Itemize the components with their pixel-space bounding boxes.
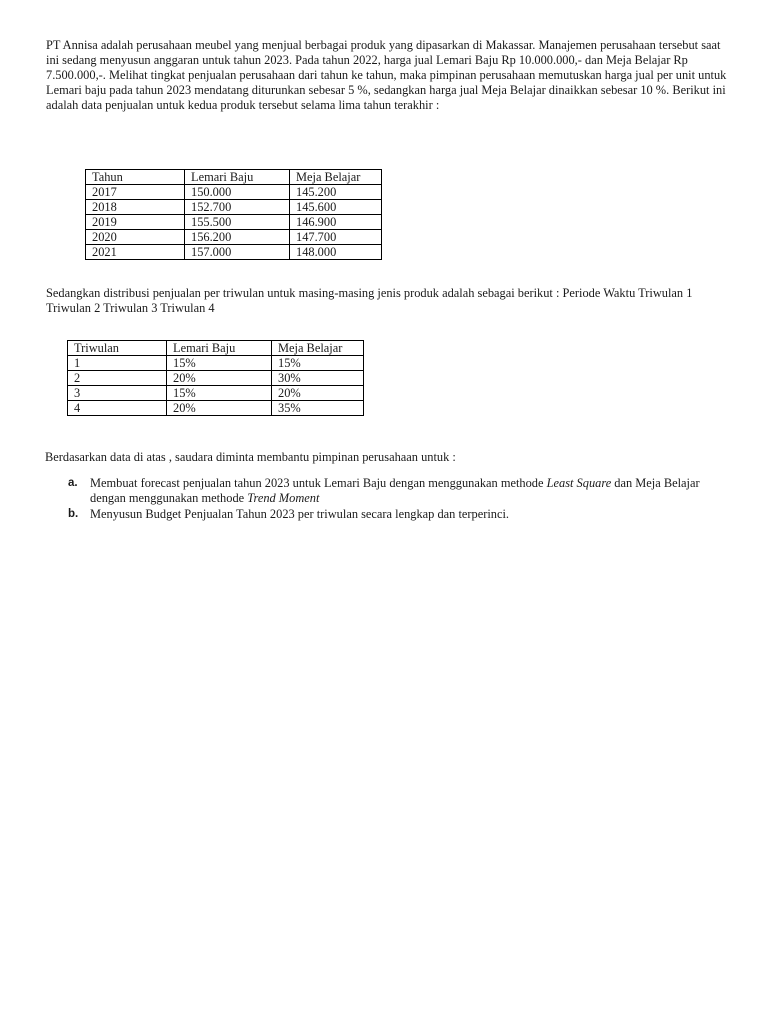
distribution-table [67,340,364,416]
table-row [86,185,382,200]
table-cell: 2018 [86,200,185,215]
table-cell: 1 [68,356,167,371]
table-row [68,356,364,371]
table-row [68,386,364,401]
task-list [68,476,728,523]
table-cell: 15% [167,356,272,371]
table-cell: 156.200 [185,230,290,245]
table-cell: 2021 [86,245,185,260]
task-method: Least Square [546,476,612,490]
table-cell: 2019 [86,215,185,230]
table-header-row [86,170,382,185]
table-cell: 20% [167,371,272,386]
header-cell: Tahun [86,170,185,185]
intro-paragraph: PT Annisa adalah perusahaan meubel yang menjual berbagai produk yang dipasarkan di Makassar. Manajemen perusahaan tersebut saat ini sedang menyusun anggaran untuk tahun 2023. Pada tahun 2022, harga jual Lemari Baju Rp 10.000.000,- dan Meja Belajar Rp 7.500.000,-. Melihat tingkat penjualan perusahaan dari tahun ke tahun, maka pimpinan perusahaan memutuskan harga jual per unit untuk Lemari baju pada tahun 2023 mendatang diturunkan sebesar 5 %, sedangkan harga jual Meja Belajar dinaikkan sebesar 10 %. Berikut ini adalah data penjualan untuk kedua produk tersebut selama lima tahun terakhir : [46,38,727,112]
table-row [86,230,382,245]
table-cell: 145.200 [290,185,382,200]
table-cell: 30% [272,371,364,386]
table-cell: 3 [68,386,167,401]
task-text: dan Meja Belajar dengan menggunakan methode [90,476,700,505]
table-cell: 2020 [86,230,185,245]
table-cell: 155.500 [185,215,290,230]
distribution-paragraph: Sedangkan distribusi penjualan per triwulan untuk masing-masing jenis produk adalah sebagai berikut : Periode Waktu Triwulan 1 Triwulan 2 Triwulan 3 Triwulan 4 [46,286,693,315]
table-cell: 152.700 [185,200,290,215]
table-cell: 20% [272,386,364,401]
instruction-paragraph: Berdasarkan data di atas , saudara diminta membantu pimpinan perusahaan untuk : [45,450,456,464]
table-row [86,215,382,230]
header-cell: Lemari Baju [167,341,272,356]
header-cell: Meja Belajar [290,170,382,185]
table-cell: 2 [68,371,167,386]
list-marker: b. [68,508,79,520]
table-cell: 148.000 [290,245,382,260]
list-item [68,476,728,506]
table-cell: 147.700 [290,230,382,245]
list-item [68,507,728,522]
task-method: Trend Moment [247,491,320,505]
table-cell: 4 [68,401,167,416]
table-cell: 150.000 [185,185,290,200]
sales-table [85,169,382,260]
table-row [68,401,364,416]
table-cell: 15% [272,356,364,371]
table-cell: 157.000 [185,245,290,260]
table-header-row [68,341,364,356]
table-cell: 2017 [86,185,185,200]
table-row [86,200,382,215]
table-cell: 145.600 [290,200,382,215]
header-cell: Lemari Baju [185,170,290,185]
task-text: Membuat forecast penjualan tahun 2023 untuk Lemari Baju dengan menggunakan methode [90,476,547,490]
table-row [86,245,382,260]
table-row [68,371,364,386]
header-cell: Meja Belajar [272,341,364,356]
task-text: Menyusun Budget Penjualan Tahun 2023 per triwulan secara lengkap dan terperinci. [90,507,510,521]
header-cell: Triwulan [68,341,167,356]
table-cell: 146.900 [290,215,382,230]
list-marker: a. [68,477,78,489]
table-cell: 35% [272,401,364,416]
table-cell: 15% [167,386,272,401]
table-cell: 20% [167,401,272,416]
